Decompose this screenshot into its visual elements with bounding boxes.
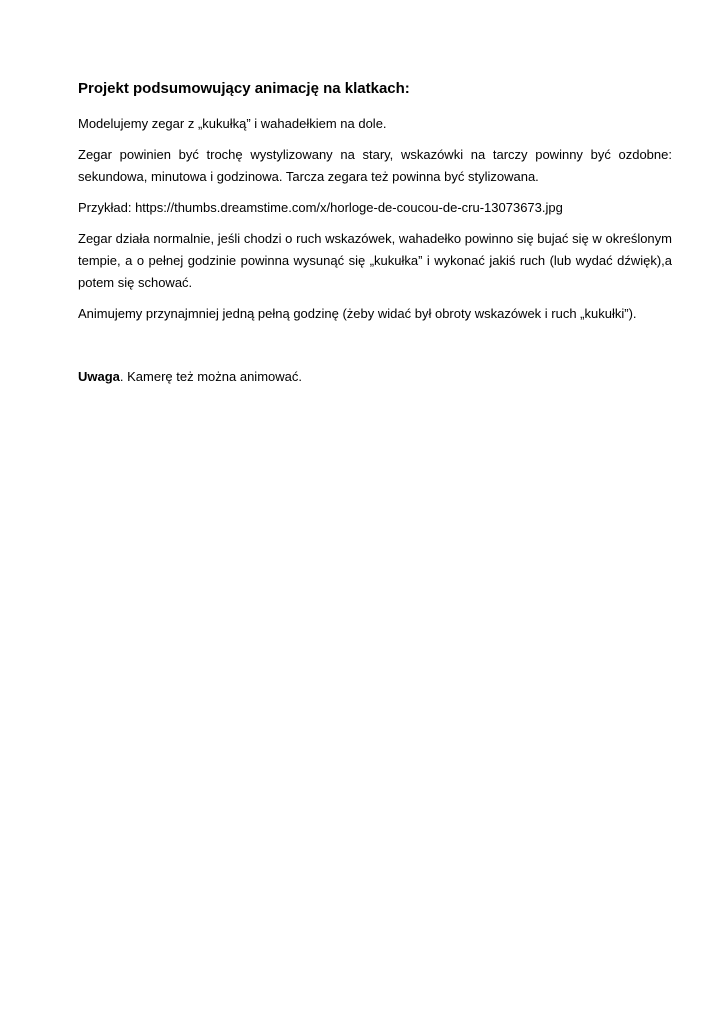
blank-spacer (78, 334, 672, 366)
document-page (78, 78, 672, 397)
paragraph-behavior-requirements: Zegar działa normalnie, jeśli chodzi o ruch wskazówek, wahadełko powinno się bujać się w określonym tempie, a o pełnej godzinie powinna wysunąć się „kukułka” i wykonać jakiś ruch (lub wydać dźwięk),a potem się schować. (78, 231, 672, 290)
paragraph-model-description: Modelujemy zegar z „kukułką” i wahadełkiem na dole. (78, 116, 387, 131)
paragraph-style-requirements: Zegar powinien być trochę wystylizowany na stary, wskazówki na tarczy powinny być ozdobne: sekundowa, minutowa i godzinowa. Tarcza zegara też powinna być stylizowana. (78, 147, 672, 184)
note-paragraph (78, 366, 672, 388)
paragraph-animation-duration: Animujemy przynajmniej jedną pełną godzinę (żeby widać był obroty wskazówek i ruch „kukułki”). (78, 306, 637, 321)
note-text: . Kamerę też można animować. (119, 369, 302, 384)
document-title: Projekt podsumowujący animację na klatkach: (78, 80, 410, 97)
paragraph-example-link: Przykład: https://thumbs.dreamstime.com/x/horloge-de-coucou-de-cru-13073673.jpg (78, 200, 563, 215)
note-label: Uwaga (78, 369, 120, 384)
